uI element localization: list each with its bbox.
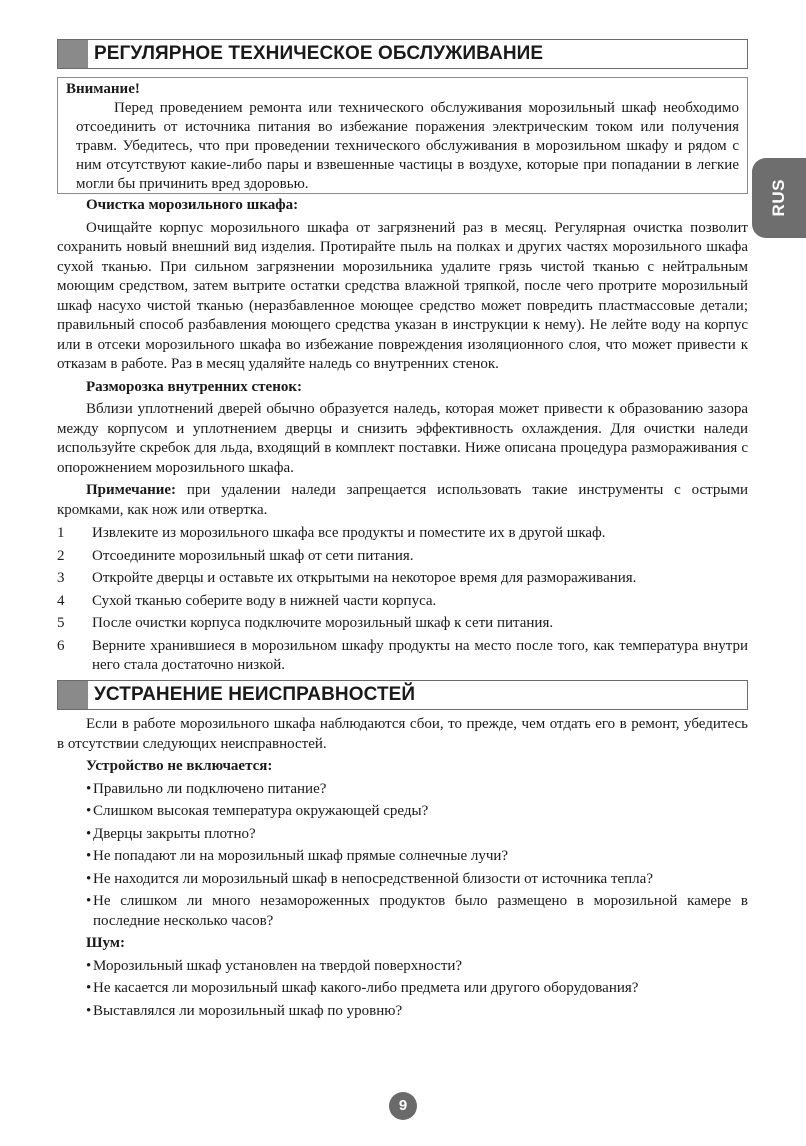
list-item — [57, 780, 748, 800]
bullet: • — [86, 803, 92, 819]
list-item-text: Морозильный шкаф установлен на твердой поверхности? — [93, 957, 463, 974]
bullet: • — [86, 780, 92, 797]
troubleshooting-intro: Если в работе морозильного шкафа наблюдаются сбои, то прежде, чем отдать его в ремонт, убедитесь в отсутствии следующих неисправностей. — [57, 716, 748, 752]
list-item-text: Дверцы закрыты плотно? — [93, 825, 256, 842]
step-number: 6 — [57, 637, 65, 654]
list-item — [57, 569, 748, 589]
list-item — [57, 1002, 748, 1022]
cleaning-heading: Очистка морозильного шкафа: — [86, 197, 299, 213]
noise-list — [57, 957, 748, 1022]
maintenance-content — [57, 196, 748, 679]
list-item — [57, 592, 748, 612]
step-text: Верните хранившиеся в морозильном шкафу продукты на место после того, как температура внутри него стала достаточно низкой. — [92, 637, 748, 673]
bullet: • — [86, 825, 92, 842]
warning-box — [57, 77, 748, 194]
list-item — [57, 802, 748, 822]
list-item — [57, 524, 748, 544]
list-item-text: Выставлялся ли морозильный шкаф по уровню? — [93, 1002, 403, 1019]
note-label: Примечание: — [86, 482, 177, 498]
cleaning-paragraph: Очищайте корпус морозильного шкафа от загрязнений раз в месяц. Регулярная очистка позволит сохранить новый внешний вид изделия. Протирайте пыль на полках и других частях морозильного шкафа сухой тканью. При сильном загрязнении морозильника удалите грязь чистой тканью с нейтральным моющим средством, затем вытрите остатки средства влажной тряпкой, после чего протрите морозильный шкаф насухо чистой тканью (неразбавленное моющее средство может повредить пластмассовые детали; правильный способ разбавления моющего средства указан в инструкции к нему). Не лейте воду на корпус или в отсеки морозильного шкафа во избежание повреждения изоляционного слоя, что может привести к отказам в работе. Раз в месяц удаляйте наледь со внутренних стенок. — [57, 219, 748, 372]
troubleshooting-content — [57, 715, 748, 1024]
note-text: при удалении наледи запрещается использовать такие инструменты с острыми кромками, как нож или отвертка. — [57, 482, 748, 518]
list-item — [57, 892, 748, 931]
maintenance-section-header — [57, 39, 748, 69]
language-tab-label: RUS — [769, 179, 789, 217]
defrost-heading: Разморозка внутренних стенок: — [86, 378, 302, 395]
list-item — [57, 637, 748, 676]
list-item — [57, 870, 748, 890]
step-number: 1 — [57, 525, 65, 541]
step-number: 2 — [57, 547, 65, 564]
bullet: • — [86, 1002, 92, 1019]
list-item-text: Не касается ли морозильный шкаф какого-либо предмета или другого оборудования? — [93, 980, 639, 996]
list-item-text: Слишком высокая температура окружающей среды? — [93, 803, 429, 819]
defrost-steps-list — [57, 524, 748, 676]
no-power-list — [57, 780, 748, 932]
warning-text: Перед проведением ремонта или технического обслуживания морозильный шкаф необходимо отсоединить от источника питания во избежание поражения электрическим током или получения травм. Убедитесь, что при проведении технического обслуживания в морозильном шкафу и рядом с ним отсутствуют какие-либо пары и взвешенные частицы в воздухе, которые при попадании в легкие могли бы причинить вред здоровью. — [76, 100, 739, 192]
list-item-text: Не находится ли морозильный шкаф в непосредственной близости от источника тепла? — [93, 870, 653, 887]
step-number: 3 — [57, 570, 65, 586]
noise-heading: Шум: — [86, 935, 125, 951]
step-text: Откройте дверцы и оставьте их открытыми на некоторое время для размораживания. — [92, 570, 637, 586]
bullet: • — [86, 957, 92, 974]
list-item — [57, 847, 748, 867]
step-text: Извлеките из морозильного шкафа все продукты и поместите их в другой шкаф. — [92, 525, 606, 541]
page-number: 9 — [389, 1092, 417, 1120]
step-text: Сухой тканью соберите воду в нижней части корпуса. — [92, 592, 437, 609]
step-number: 4 — [57, 592, 65, 609]
maintenance-title: РЕГУЛЯРНОЕ ТЕХНИЧЕСКОЕ ОБСЛУЖИВАНИЕ — [94, 43, 544, 64]
header-accent-bar — [58, 40, 88, 68]
language-tab — [752, 158, 806, 238]
list-item — [57, 614, 748, 634]
list-item-text: Не попадают ли на морозильный шкаф прямые солнечные лучи? — [93, 848, 509, 864]
header-accent-bar — [58, 681, 88, 709]
troubleshooting-section-header — [57, 680, 748, 710]
list-item — [57, 957, 748, 977]
step-number: 5 — [57, 615, 65, 631]
warning-title: Внимание! — [66, 81, 140, 97]
step-text: После очистки корпуса подключите морозильный шкаф к сети питания. — [92, 615, 554, 631]
note-paragraph — [57, 481, 748, 520]
list-item — [57, 825, 748, 845]
no-power-heading: Устройство не включается: — [86, 758, 273, 774]
list-item-text: Правильно ли подключено питание? — [93, 780, 327, 797]
bullet: • — [86, 893, 92, 909]
bullet: • — [86, 848, 92, 864]
list-item — [57, 979, 748, 999]
bullet: • — [86, 980, 92, 996]
list-item — [57, 547, 748, 567]
step-text: Отсоедините морозильный шкаф от сети питания. — [92, 547, 414, 564]
defrost-paragraph: Вблизи уплотнений дверей обычно образуется наледь, которая может привести к образованию зазора между корпусом и уплотнением дверцы и снизить эффективность охлаждения. Для очистки наледи используйте скребок для льда, входящий в комплект поставки. Ниже описана процедура размораживания с опорожнением морозильного шкафа. — [57, 401, 748, 476]
list-item-text: Не слишком ли много незамороженных продуктов было размещено в морозильной камере в последние несколько часов? — [93, 893, 748, 929]
troubleshooting-title: УСТРАНЕНИЕ НЕИСПРАВНОСТЕЙ — [94, 684, 416, 705]
bullet: • — [86, 870, 92, 887]
